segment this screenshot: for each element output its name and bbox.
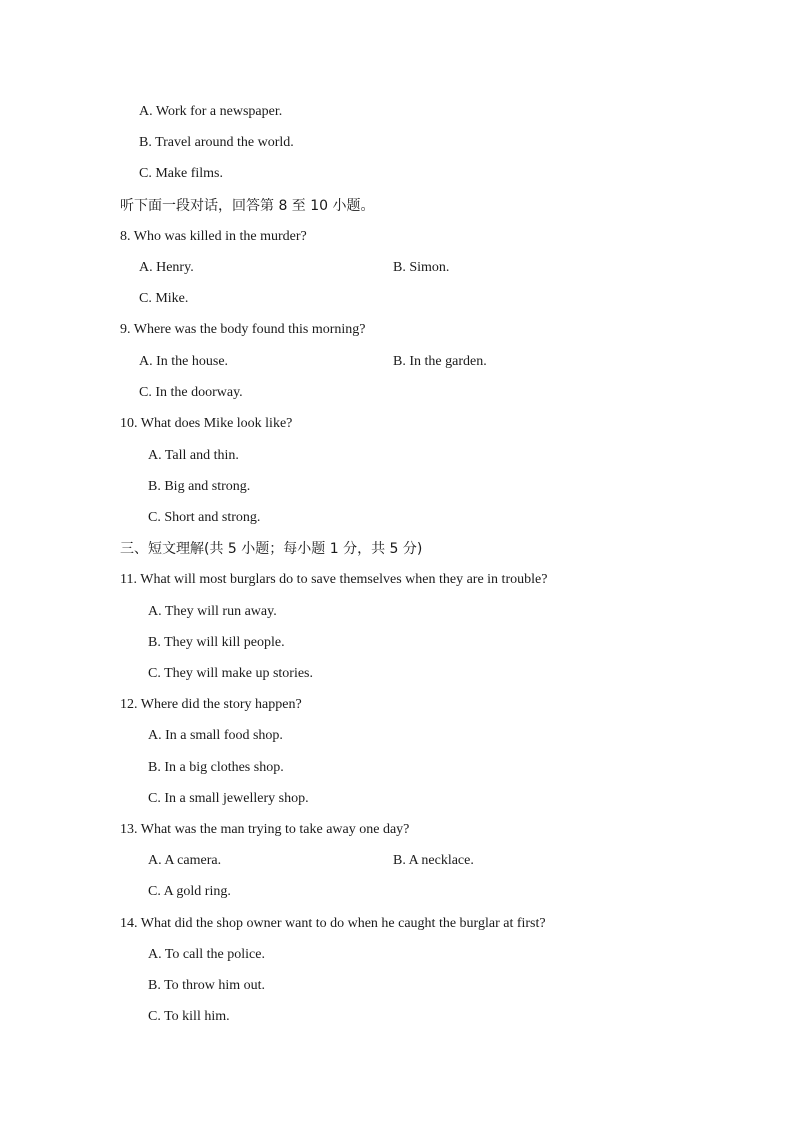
q11-option-a: A. They will run away. [148, 604, 277, 619]
top-option-c: C. Make films. [139, 166, 223, 181]
question-12: 12. Where did the story happen? [120, 697, 302, 712]
q14-option-c: C. To kill him. [148, 1009, 230, 1024]
top-option-a: A. Work for a newspaper. [139, 104, 283, 119]
q11-option-b: B. They will kill people. [148, 635, 285, 650]
q9-option-c: C. In the doorway. [139, 385, 243, 400]
q10-option-a: A. Tall and thin. [148, 448, 239, 463]
question-14: 14. What did the shop owner want to do when he caught the burglar at first? [120, 916, 546, 931]
q9-option-b: B. In the garden. [393, 354, 487, 369]
q13-option-c: C. A gold ring. [148, 884, 231, 899]
question-9: 9. Where was the body found this morning? [120, 322, 366, 337]
q10-option-c: C. Short and strong. [148, 510, 261, 525]
q14-option-a: A. To call the police. [148, 947, 265, 962]
listening-instruction: 听下面一段对话，回答第 8 至 10 小题。 [120, 198, 375, 214]
q11-option-c: C. They will make up stories. [148, 666, 313, 681]
q10-option-b: B. Big and strong. [148, 479, 251, 494]
q9-option-a: A. In the house. [139, 354, 229, 369]
q8-option-a: A. Henry. [139, 260, 194, 275]
top-option-b: B. Travel around the world. [139, 135, 294, 150]
q8-option-c: C. Mike. [139, 291, 189, 306]
q12-option-a: A. In a small food shop. [148, 728, 283, 743]
q14-option-b: B. To throw him out. [148, 978, 265, 993]
question-8: 8. Who was killed in the murder? [120, 229, 307, 244]
question-10: 10. What does Mike look like? [120, 416, 293, 431]
question-11: 11. What will most burglars do to save themselves when they are in trouble? [120, 572, 548, 587]
q13-option-a: A. A camera. [148, 853, 222, 868]
q13-option-b: B. A necklace. [393, 853, 474, 868]
question-13: 13. What was the man trying to take away one day? [120, 822, 410, 837]
q12-option-b: B. In a big clothes shop. [148, 760, 284, 775]
q8-option-b: B. Simon. [393, 260, 450, 275]
section-3-heading: 三、短文理解(共 5 小题；每小题 1 分，共 5 分) [120, 541, 423, 557]
q12-option-c: C. In a small jewellery shop. [148, 791, 309, 806]
